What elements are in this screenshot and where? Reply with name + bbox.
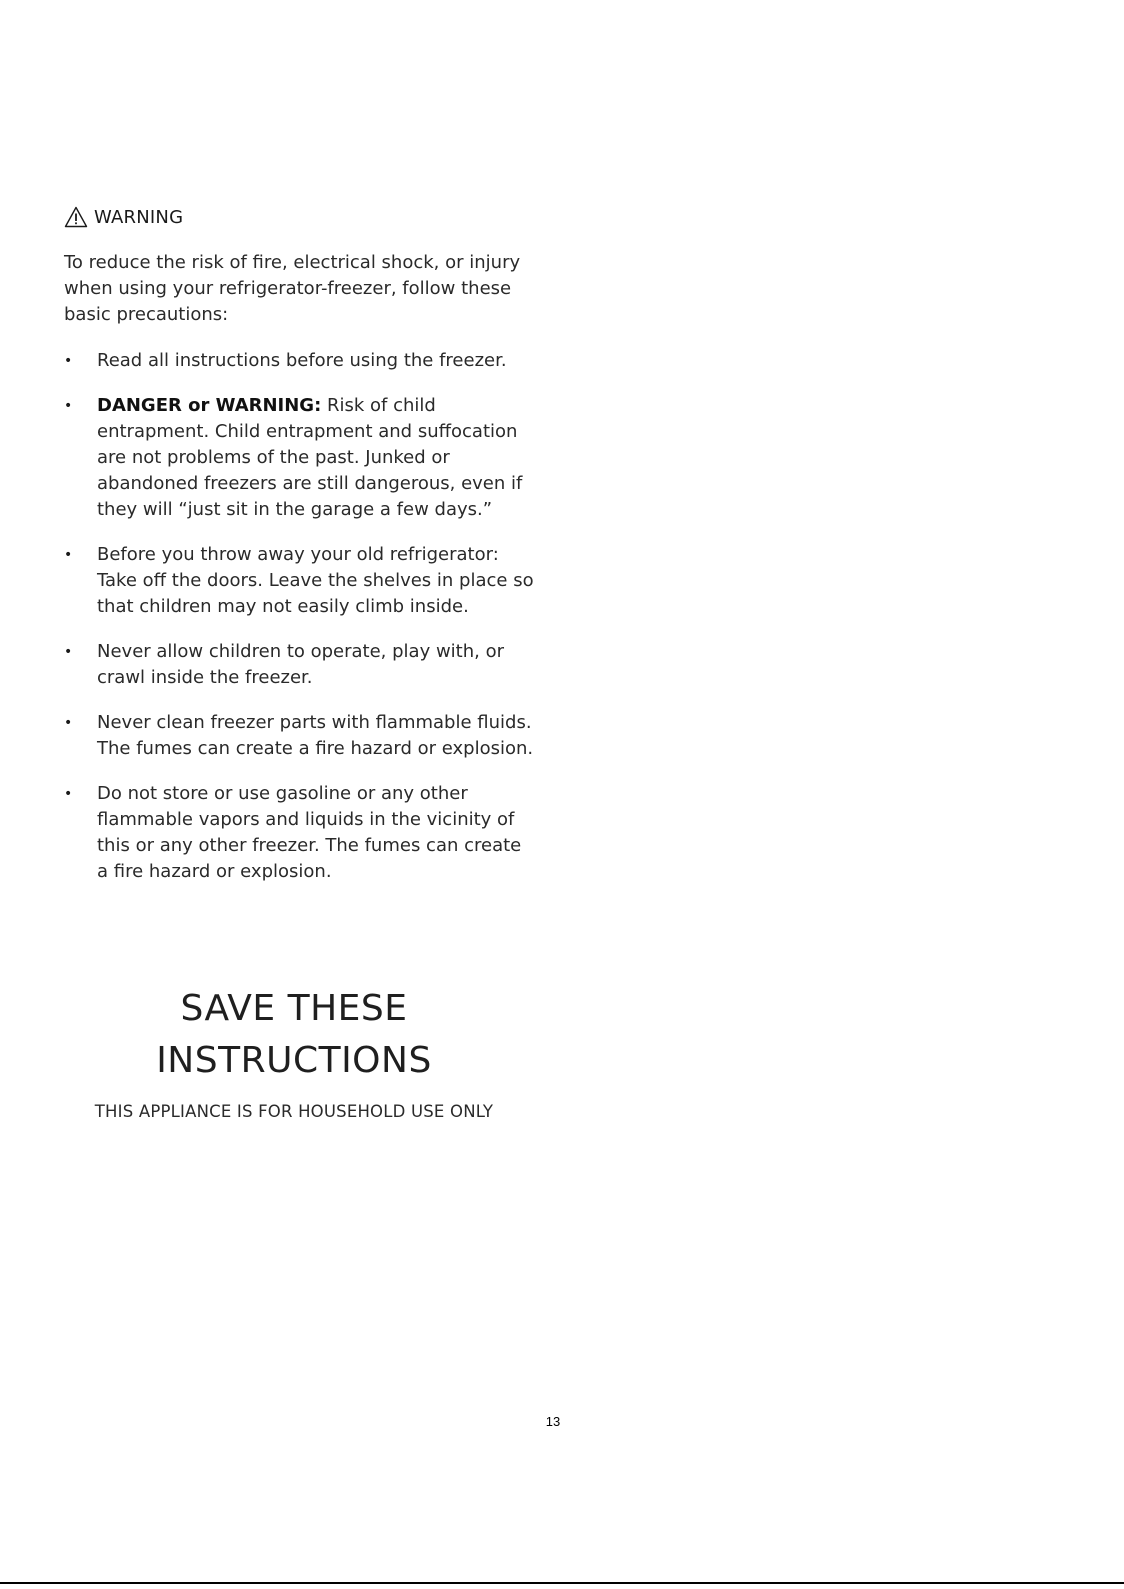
list-item	[64, 639, 534, 691]
page-number: 13	[545, 1414, 561, 1429]
warning-heading	[64, 206, 534, 228]
precautions-list	[64, 348, 534, 885]
bullet-icon: •	[64, 786, 73, 802]
precaution-text: Read all instructions before using the freezer.	[97, 350, 507, 371]
precaution-text: Do not store or use gasoline or any other flammable vapors and liquids in the vicinity of this or any other freezer. The fumes can create a fire hazard or explosion.	[97, 783, 522, 882]
precaution-text: Never clean freezer parts with flammable fluids. The fumes can create a fire hazard or explosion.	[97, 712, 534, 759]
household-notice: THIS APPLIANCE IS FOR HOUSEHOLD USE ONLY	[94, 1102, 494, 1121]
save-title-line-1: SAVE THESE	[180, 988, 408, 1029]
precaution-text: Never allow children to operate, play with, or crawl inside the freezer.	[97, 641, 505, 688]
list-item	[64, 710, 534, 762]
bullet-icon: •	[64, 644, 73, 660]
intro-paragraph: To reduce the risk of fire, electrical shock, or injury when using your refrigerator-freezer, follow these basic precautions:	[64, 252, 521, 325]
list-item	[64, 781, 534, 885]
bullet-icon: •	[64, 547, 73, 563]
bullet-icon: •	[64, 715, 73, 731]
bullet-icon: •	[64, 398, 73, 414]
warning-triangle-icon	[64, 206, 88, 228]
precaution-text: Risk of child entrapment. Child entrapment and suffocation are not problems of the past. Junked or abandoned freezers are still dangerous, even if they will “just sit in the garage a few days.”	[97, 395, 523, 520]
list-item	[64, 348, 534, 374]
bullet-icon: •	[64, 353, 73, 369]
safety-column	[64, 206, 534, 904]
precaution-text: Before you throw away your old refrigerator: Take off the doors. Leave the shelves in place so that children may not easily climb inside.	[97, 544, 534, 617]
save-title-line-2: INSTRUCTIONS	[156, 1040, 432, 1081]
bottom-rule	[0, 1582, 1124, 1584]
precaution-lead: DANGER or WARNING:	[97, 395, 322, 416]
list-item	[64, 393, 534, 523]
warning-heading-text: WARNING	[94, 206, 184, 228]
save-instructions-heading	[64, 983, 524, 1087]
list-item	[64, 542, 534, 620]
